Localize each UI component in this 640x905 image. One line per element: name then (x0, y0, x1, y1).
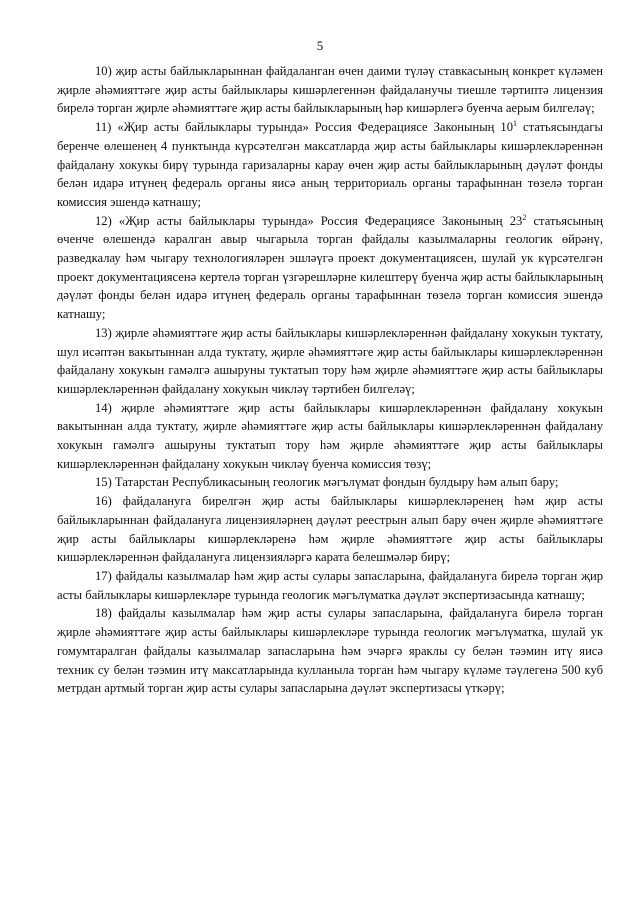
paragraph-13-text: 13) җирле әһәмияттәге җир асты байлыклары кишәрлекләреннән файдалану хокукын туктату, шул исәптән вакытыннан алда туктату, җирле әһәмияттәге җир асты байлыклары кишәрлекләреннән файдалану хокукын гамәлгә ашыруны туктатып тору һәм җирле әһәмияттәге җир асты байлыклары кишәрлекләреннән файдалану хокукын чикләү тәртибен билгеләү; (57, 325, 603, 396)
paragraph-16 (57, 492, 603, 567)
paragraph-18-text: 18) файдалы казылмалар һәм җир асты сулары запасларына, файдалануга бирелә торган җирле әһәмияттәге җир асты байлыклары кишәрлекләре турында геологик мәгълүматка, шулай ук гомумтаралган файдалы казылмалар запасларына һәм эчәргә яраклы су белән тәэмин итү яисә техник су белән тәэмин итү максатларында кулланыла торган һәм чыгару күләме тәүлегенә 500 куб метрдан артмый торган җир асты сулары запасларына дәүләт экспертизасы үткәрү; (57, 606, 603, 696)
paragraph-10-text: 10) җир асты байлыкларыннан файдаланган өчен даими түләү ставкасының конкрет күләмен җирле әһәмияттәге җир асты байлыклары кишәрлегеннән файдаланучы тиешле тәртиптә лицензия бирелә торган җирле әһәмияттәге җир асты байлыкларының һәр кишәрлегә буенча аерым билгеләү; (57, 64, 603, 116)
paragraph-17-text: 17) файдалы казылмалар һәм җир асты сулары запасларына, файдалануга бирелә торган җир асты байлыклары кишәрлекләре турында геологик мәгълүматка дәүләт экспертизасында катнашу; (57, 568, 603, 602)
paragraph-11-tail: статьясындагы беренче өлешенең 4 пунктында күрсәтелгән максатларда җир асты байлыклары кишәрлекләреннән файдалану хокукы бирү турында гаризаларны карау өчен җир асты байлыкларының дәүләт фонды белән идарә итүнең федераль органы яисә аның территориаль органы тарафыннан төзелә торган комиссия эшендә катнашу; (57, 120, 603, 209)
page-number: 5 (316, 38, 324, 53)
paragraph-12 (57, 212, 603, 324)
paragraph-12-tail: статьясының өченче өлешендә каралган авыр чыгарыла торган файдалы казылмаларны геологик өйрәнү, разведкалау һәм чыгару технологияләрен эшләүгә проект документациясен, шулай ук күрсәтелгән проект документациясенә кертелә торган үзгәрешләрне килештерү буенча җир асты байлыкларының дәүләт фонды белән идарә итүнең федераль органы тарафыннан төзелә торган комиссия эшендә катнашу; (57, 213, 603, 322)
article-superscript: 2 (522, 212, 527, 222)
article-superscript: 1 (513, 118, 518, 128)
paragraph-10 (57, 62, 603, 118)
paragraph-15 (57, 473, 603, 492)
paragraph-18 (57, 604, 603, 698)
paragraph-15-text: 15) Татарстан Республикасының геологик мәгълүмат фондын булдыру һәм алып бару; (95, 475, 559, 490)
paragraph-13 (57, 324, 603, 399)
paragraph-14 (57, 399, 603, 474)
paragraph-16-text: 16) файдалануга бирелгән җир асты байлыклары кишәрлекләренең һәм җир асты байлыкларыннан файдалануга лицензияләрнең дәүләт реестрын алып бару өчен җирле әһәмияттәге җир асты байлыклары кишәрлекләренә һәм җирле әһәмияттәге җир асты байлыклары кишәрлекләреннән файдалануга лицензияләргә карата белешмәләр бирү; (57, 494, 603, 565)
paragraph-11 (57, 118, 603, 212)
paragraph-11-text: 11) «Җир асты байлыклары турында» Россия Федерациясе Законының 10 (95, 120, 514, 135)
paragraph-17 (57, 567, 603, 604)
document-body (57, 62, 603, 698)
paragraph-12-text: 12) «Җир асты байлыклары турында» Россия Федерациясе Законының 23 (95, 213, 523, 228)
paragraph-14-text: 14) җирле әһәмияттәге җир асты байлыклары кишәрлекләреннән файдалану хокукын вакытыннан алда туктату, җирле әһәмияттәге җир асты байлыклары кишәрлекләреннән файдалану хокукын гамәлгә ашыруны туктатып тору һәм җирле әһәмияттәге җир асты байлыклары кишәрлекләреннән файдалану хокукын чикләү буенча комиссия төзү; (57, 400, 603, 471)
